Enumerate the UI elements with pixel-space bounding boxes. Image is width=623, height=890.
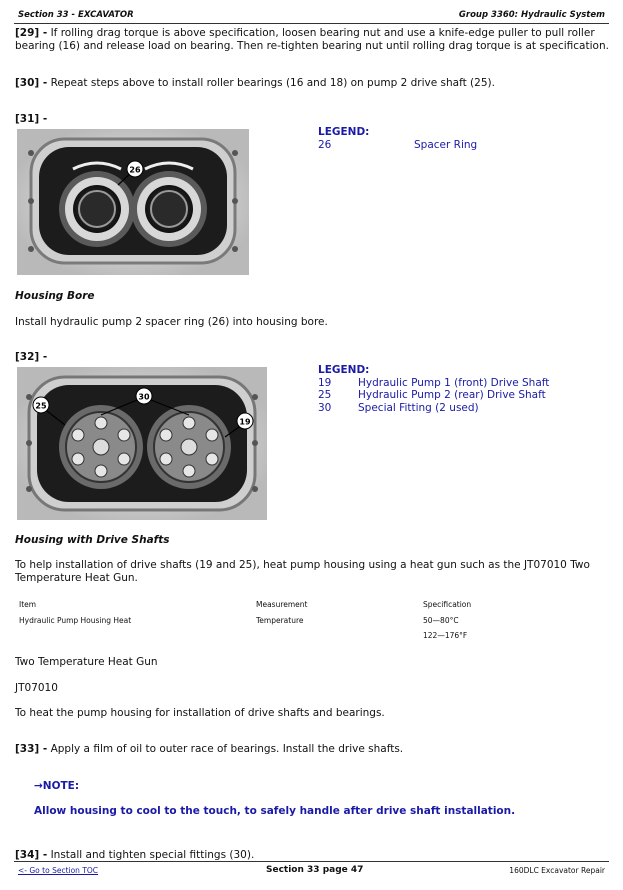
figure2-callout-30: 30 <box>138 392 150 402</box>
legend-2-num-25: 25 <box>318 389 332 401</box>
step-29 <box>15 27 610 53</box>
spec-table-header-specification: Specification <box>423 600 472 609</box>
figure-spacer-ring-photo <box>17 129 249 275</box>
legend-2-title: LEGEND: <box>318 364 370 376</box>
legend-2-row-25 <box>318 389 608 402</box>
note-label: →NOTE: <box>34 780 80 792</box>
footer-page-number: Section 33 page 47 <box>266 865 364 875</box>
tool-purpose: To heat the pump housing for installation of drive shafts and bearings. <box>15 707 385 719</box>
step-30 <box>15 77 610 90</box>
step-34-text: Install and tighten special fittings (30). <box>50 849 255 861</box>
drive-shafts-text: To help installation of drive shafts (19 and 25), heat pump housing using a heat gun such as the JT07010 Two Temperature Heat Gun. <box>15 559 590 584</box>
legend-2-row-30 <box>318 402 608 415</box>
step-29-text: If rolling drag torque is above specification, loosen bearing nut and use a knife-edge puller to pull roller bearing (16) and release load on bearing. Then re-tighten bearing nut until rolling drag torque is at specification. <box>15 27 609 52</box>
legend-2-label-25: Hydraulic Pump 2 (rear) Drive Shaft <box>358 389 546 401</box>
spec-table-header-measurement: Measurement <box>256 600 308 609</box>
step-31-number: [31] - <box>15 113 48 125</box>
housing-bore-text: Install hydraulic pump 2 spacer ring (26) into housing bore. <box>15 316 328 328</box>
step-33 <box>15 743 610 756</box>
figure2-callout-19: 19 <box>239 417 251 427</box>
figure-drive-shafts-photo <box>17 367 267 520</box>
legend-1 <box>318 126 608 151</box>
step-33-number: [33] - <box>15 743 48 755</box>
step-34-number: [34] - <box>15 849 48 861</box>
legend-2-label-19: Hydraulic Pump 1 (front) Drive Shaft <box>358 376 550 389</box>
step-30-number: [30] - <box>15 77 48 89</box>
legend-2 <box>318 364 608 414</box>
step-29-number: [29] - <box>15 27 48 39</box>
spec-table-spec-fahrenheit: 122—176°F <box>423 631 468 640</box>
spec-table-measurement: Temperature <box>256 616 304 625</box>
heading-housing-bore: Housing Bore <box>15 290 95 302</box>
step-33-text: Apply a film of oil to outer race of bearings. Install the drive shafts. <box>50 743 404 755</box>
legend-1-num: 26 <box>318 138 332 151</box>
legend-1-label: Spacer Ring <box>414 138 478 151</box>
legend-2-label-30: Special Fitting (2 used) <box>358 401 479 414</box>
heading-housing-with-drive-shafts: Housing with Drive Shafts <box>15 534 170 546</box>
figure2-callout-25: 25 <box>35 401 47 411</box>
header-group: Group 3360: Hydraulic System <box>458 10 605 20</box>
spec-table-header-item: Item <box>19 600 37 609</box>
tool-name: Two Temperature Heat Gun <box>15 656 158 668</box>
legend-1-title: LEGEND: <box>318 126 370 138</box>
legend-2-num-30: 30 <box>318 401 332 414</box>
spec-table-spec-celsius: 50—80°C <box>423 616 459 625</box>
header-rule <box>14 23 609 24</box>
header-section: Section 33 - EXCAVATOR <box>18 10 134 20</box>
legend-1-row <box>318 139 608 152</box>
step-30-text: Repeat steps above to install roller bearings (16 and 18) on pump 2 drive shaft (25). <box>50 77 495 89</box>
step-32-number: [32] - <box>15 351 48 363</box>
tool-number: JT07010 <box>15 682 58 694</box>
footer-rule <box>14 861 609 862</box>
go-to-section-toc-link[interactable]: <- Go to Section TOC <box>18 866 99 875</box>
spec-table-item: Hydraulic Pump Housing Heat <box>19 616 132 625</box>
footer-document-title: 160DLC Excavator Repair <box>509 866 605 875</box>
legend-2-num-19: 19 <box>318 376 332 389</box>
note-text: Allow housing to cool to the touch, to safely handle after drive shaft installation. <box>34 805 516 817</box>
figure1-callout-26: 26 <box>129 165 141 175</box>
legend-2-row-19 <box>318 377 608 390</box>
